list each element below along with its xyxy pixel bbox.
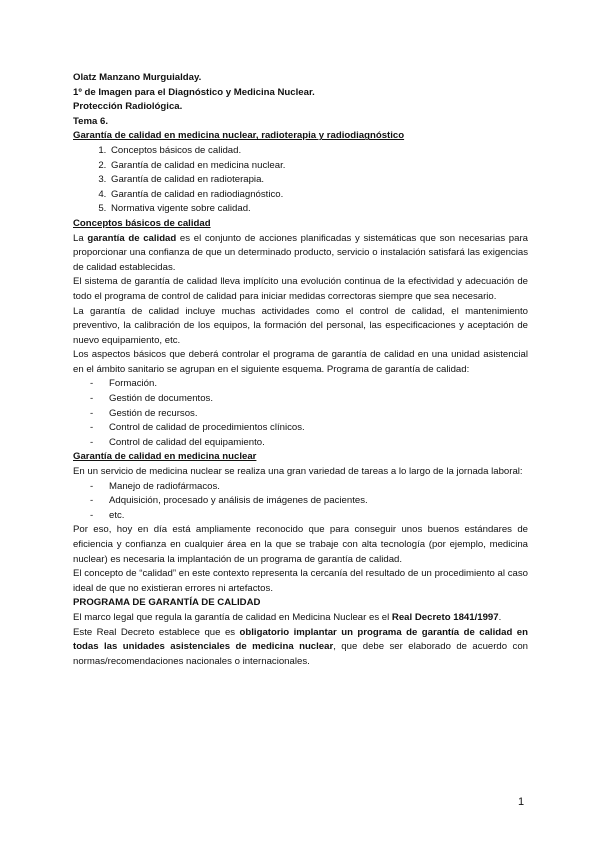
toc-item: 4. Garantía de calidad en radiodiagnóstico. bbox=[109, 188, 528, 203]
topic-line: Tema 6. bbox=[73, 115, 109, 127]
bold-term: Real Decreto 1841/1997 bbox=[391, 611, 499, 623]
toc-item: 3. Garantía de calidad en radioterapia. bbox=[109, 173, 528, 188]
main-title: Garantía de calidad en medicina nuclear, radioterapia y radiodiagnóstico bbox=[73, 130, 405, 142]
list-item: - etc. bbox=[90, 509, 528, 524]
section-title-programa: PROGRAMA DE GARANTÍA DE CALIDAD bbox=[73, 597, 261, 609]
paragraph: En un servicio de medicina nuclear se realiza una gran variedad de tareas a lo largo de la jornada laboral: bbox=[73, 466, 523, 478]
list-item: - Gestión de documentos. bbox=[90, 392, 528, 407]
toc-item: 2. Garantía de calidad en medicina nuclear. bbox=[109, 159, 528, 174]
list-item: - Manejo de radiofármacos. bbox=[90, 480, 528, 495]
paragraph: El concepto de “calidad” en este contexto representa la cercanía del resultado de un procedimiento al caso ideal de que no existieran errores ni artefactos. bbox=[73, 568, 528, 594]
paragraph: El sistema de garantía de calidad lleva implícito una evolución continua de la efectividad y adecuación de todo el programa de control de calidad para iniciar medidas correctoras siempre que sea necesario. bbox=[73, 276, 528, 302]
list-item: - Adquisición, procesado y análisis de imágenes de pacientes. bbox=[90, 494, 528, 509]
section-title-conceptos: Conceptos básicos de calidad bbox=[73, 217, 211, 229]
paragraph: Este Real Decreto establece que es obligatorio implantar un programa de garantía de calidad en todas las unidades asistenciales de medicina nuclear, que debe ser elaborado de acuerdo con normas/recomendaciones nacionales o internacionales. bbox=[73, 626, 528, 667]
bold-term: garantía de calidad bbox=[87, 232, 177, 244]
paragraph: La garantía de calidad incluye muchas actividades como el control de calidad, el mantenimiento preventivo, la calibración de los equipos, la formación del personal, las especificaciones y aceptación de nuevo equipamiento, etc. bbox=[73, 305, 528, 346]
tasks-list bbox=[73, 480, 528, 524]
list-item: - Formación. bbox=[90, 377, 528, 392]
toc-item: 5. Normativa vigente sobre calidad. bbox=[109, 202, 528, 217]
toc-list bbox=[73, 144, 528, 217]
list-item: - Control de calidad del equipamiento. bbox=[90, 436, 528, 451]
paragraph: La garantía de calidad es el conjunto de acciones planificadas y sistemáticas que son necesarias para proporcionar una confianza de que un determinado producto, servicio o instalación satisfará las exigencias de calidad establecidas. bbox=[73, 232, 528, 273]
toc-item: 1. Conceptos básicos de calidad. bbox=[109, 144, 528, 159]
paragraph: Por eso, hoy en día está ampliamente reconocido que para conseguir unos buenos estándares de eficiencia y confianza en cualquier área en la que se trabaje con alta tecnología (por ejemplo, medicina nuclear) es necesaria la implantación de un programa de garantía de calidad. bbox=[73, 524, 528, 565]
quality-program-list bbox=[73, 377, 528, 450]
paragraph: Los aspectos básicos que deberá controlar el programa de garantía de calidad en una unidad asistencial en el ámbito sanitario se agrupan en el siguiente esquema. Programa de garantía de calidad: bbox=[73, 349, 528, 375]
paragraph: El marco legal que regula la garantía de calidad en Medicina Nuclear es el Real Decreto 1841/1997. bbox=[73, 611, 502, 623]
bold-term: obligatorio implantar un programa de garantía de calidad en todas las unidades asistenciales de medicina nuclear bbox=[73, 626, 528, 653]
course-line: 1º de Imagen para el Diagnóstico y Medicina Nuclear. bbox=[73, 86, 315, 98]
page-content bbox=[73, 71, 528, 669]
subject-line: Protección Radiológica. bbox=[73, 101, 183, 113]
list-item: - Gestión de recursos. bbox=[90, 407, 528, 422]
section-title-medicina-nuclear: Garantía de calidad en medicina nuclear bbox=[73, 451, 257, 463]
page-number: 1 bbox=[518, 796, 525, 808]
list-item: - Control de calidad de procedimientos clínicos. bbox=[90, 421, 528, 436]
author-line: Olatz Manzano Murguialday. bbox=[73, 72, 202, 83]
